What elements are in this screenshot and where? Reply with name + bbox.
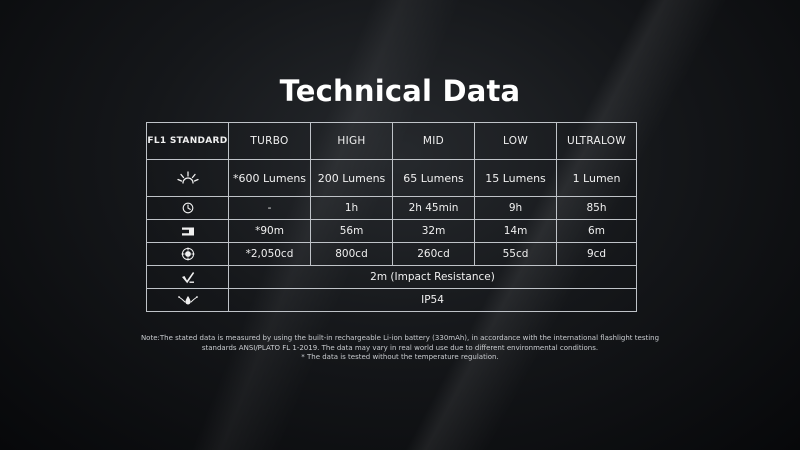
cell-high: 800cd (311, 243, 393, 266)
cell-turbo: - (229, 197, 311, 220)
cell-ultralow: 1 Lumen (557, 160, 637, 197)
cell-ultralow: 9cd (557, 243, 637, 266)
cell-ultralow: 85h (557, 197, 637, 220)
footnote-line: standards ANSI/PLATO FL 1-2019. The data may vary in real world use due to different environmental conditions. (201, 343, 599, 352)
peak-intensity-icon (181, 247, 195, 261)
cell-low: 14m (475, 220, 557, 243)
row-icon-cell (147, 160, 229, 197)
impact-resistance-icon (181, 271, 195, 284)
cell-mid: 2h 45min (393, 197, 475, 220)
row-icon-cell (147, 220, 229, 243)
runtime-clock-icon (182, 202, 194, 214)
cell-turbo: *90m (229, 220, 311, 243)
cell-ultralow: 6m (557, 220, 637, 243)
table-row-beam-distance (147, 220, 637, 243)
header-high: HIGH (311, 123, 393, 160)
water-resistance-icon (177, 294, 199, 307)
cell-mid: 32m (393, 220, 475, 243)
cell-turbo: *2,050cd (229, 243, 311, 266)
cell-mid: 65 Lumens (393, 160, 475, 197)
header-turbo: TURBO (229, 123, 311, 160)
technical-data-table (146, 122, 637, 312)
cell-turbo: *600 Lumens (229, 160, 311, 197)
table-row-water-resistance (147, 289, 637, 312)
row-icon-cell (147, 197, 229, 220)
cell-high: 1h (311, 197, 393, 220)
table-row-light-output (147, 160, 637, 197)
header-low: LOW (475, 123, 557, 160)
footnote-line: Note:The stated data is measured by using the built-in rechargeable Li-ion battery (330mAh), in accordance with the international flashlight testing (140, 334, 660, 342)
row-icon-cell (147, 289, 229, 312)
page-title: Technical Data (279, 74, 521, 108)
row-icon-cell (147, 243, 229, 266)
header-standard: FL1 STANDARD (147, 123, 229, 160)
table-row-impact-resistance (147, 266, 637, 289)
cell-high: 200 Lumens (311, 160, 393, 197)
merged-cell-impact: 2m (Impact Resistance) (229, 266, 637, 289)
table-row-peak-intensity (147, 243, 637, 266)
beam-distance-icon (181, 226, 195, 237)
header-ultralow: ULTRALOW (557, 123, 637, 160)
light-output-icon (177, 171, 199, 185)
cell-low: 15 Lumens (475, 160, 557, 197)
table-header-row (147, 123, 637, 160)
row-icon-cell (147, 266, 229, 289)
cell-low: 9h (475, 197, 557, 220)
cell-high: 56m (311, 220, 393, 243)
header-mid: MID (393, 123, 475, 160)
table-row-runtime (147, 197, 637, 220)
cell-mid: 260cd (393, 243, 475, 266)
merged-cell-ip-rating: IP54 (229, 289, 637, 312)
footnotes (0, 334, 800, 363)
footnote-line: * The data is tested without the temperature regulation. (301, 353, 499, 361)
cell-low: 55cd (475, 243, 557, 266)
